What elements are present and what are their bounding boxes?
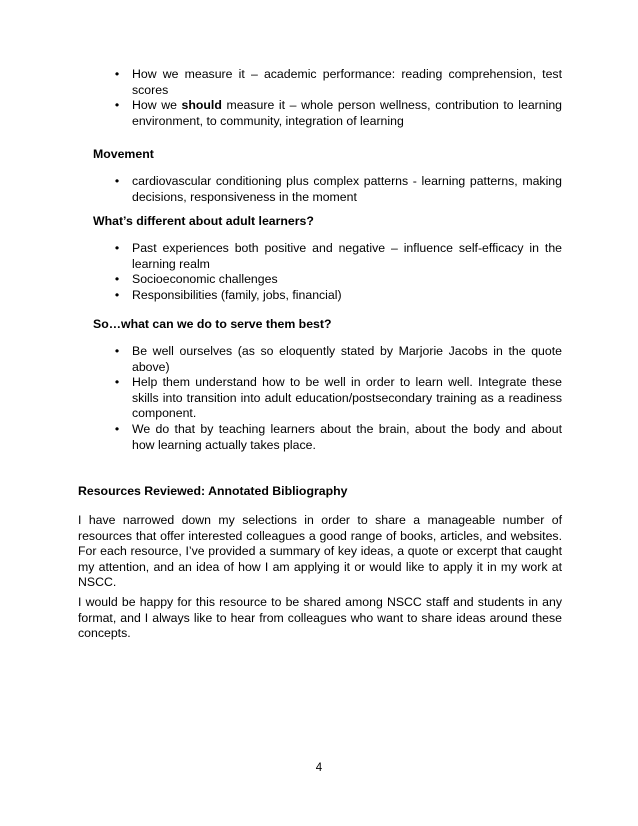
adult-learners-heading: What’s different about adult learners? (93, 214, 314, 228)
resources-paragraph-2: I would be happy for this resource to be shared among NSCC staff and students in any format, and I always like to hear from colleagues who want to share ideas around these concepts. (78, 595, 562, 641)
list-item-text: Be well ourselves (as so eloquently stated by Marjorie Jacobs in the quote above) (132, 344, 562, 374)
resources-paragraph-1: I have narrowed down my selections in order to share a manageable number of resources that offer interested colleagues a good range of books, articles, and websites. For each resource, I’ve provided a summary of key ideas, a quote or excerpt that caught my attention, and an idea of how I am applying it or would like to apply it in my work at NSCC. (78, 513, 562, 590)
bullet-icon: • (114, 344, 120, 358)
serve-best-list (114, 344, 562, 453)
resources-heading: Resources Reviewed: Annotated Bibliography (78, 484, 348, 498)
list-item (114, 98, 562, 129)
bullet-icon: • (114, 421, 120, 436)
list-item-text: Responsibilities (family, jobs, financial) (132, 287, 342, 302)
bullet-icon: • (114, 98, 120, 113)
bullet-icon: • (114, 287, 120, 302)
list-item-text: cardiovascular conditioning plus complex patterns - learning patterns, making decisions, responsiveness in the moment (132, 174, 562, 204)
list-item-text: We do that by teaching learners about the brain, about the body and about how learning actually takes place. (132, 421, 562, 452)
page-number: 4 (315, 762, 323, 774)
bullet-icon: • (114, 272, 120, 287)
list-item (114, 375, 562, 422)
list-item (114, 67, 562, 98)
list-item-text: Past experiences both positive and negative – influence self-efficacy in the learning realm (132, 241, 562, 271)
list-item (114, 421, 562, 453)
list-item-text: How we measure it – academic performance: reading comprehension, test scores (132, 67, 562, 97)
list-item-text: Socioeconomic challenges (132, 272, 278, 287)
bullet-icon: • (114, 375, 120, 390)
adult-learners-list (114, 241, 562, 303)
measure-list (114, 67, 562, 129)
list-item (114, 287, 562, 304)
bullet-icon: • (114, 174, 120, 188)
list-item-emphasis: should (181, 98, 222, 113)
bullet-icon: • (114, 67, 120, 81)
movement-heading: Movement (93, 147, 154, 161)
list-item (114, 272, 562, 288)
list-item-text: Help them understand how to be well in order to learn well. Integrate these skills into transition into adult education/postsecondary training as a readiness component. (132, 375, 562, 421)
list-item-text: How we (132, 98, 182, 113)
list-item (114, 344, 562, 375)
movement-list (114, 174, 562, 205)
bullet-icon: • (114, 241, 120, 255)
list-item (114, 174, 562, 205)
list-item-text: measure it – whole person wellness, contribution to learning environment, to community, integration of learning (132, 98, 562, 128)
serve-best-heading: So…what can we do to serve them best? (93, 317, 332, 331)
list-item (114, 241, 562, 272)
